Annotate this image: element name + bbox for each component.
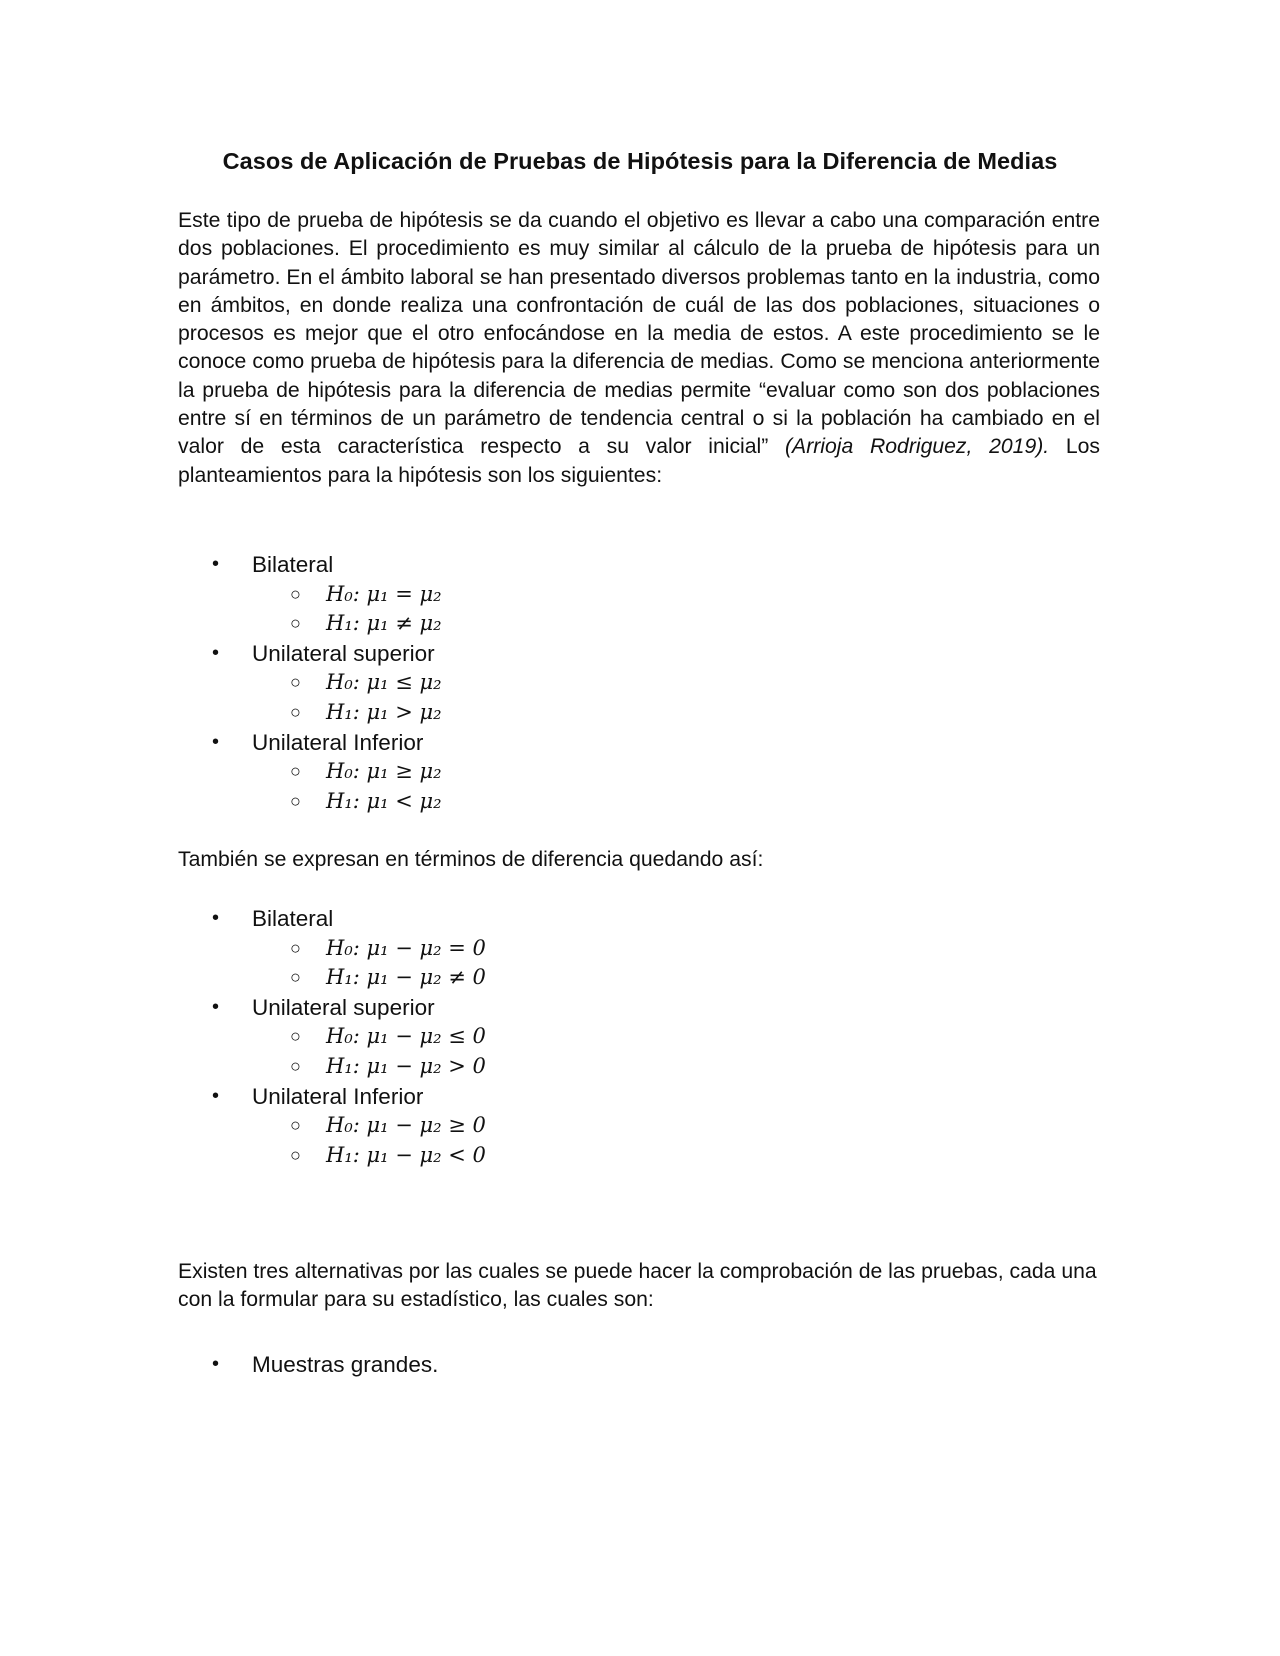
circle-bullet-icon: ○	[290, 583, 301, 604]
list-item	[0, 993, 1280, 1023]
sub-item	[0, 580, 1280, 610]
sub-item	[0, 1141, 1280, 1171]
sub-item	[0, 698, 1280, 728]
list-item	[0, 1350, 1280, 1380]
circle-bullet-icon: ○	[290, 761, 301, 782]
sub-item	[0, 934, 1280, 964]
difference-paragraph: También se expresan en términos de diferencia quedando así:	[178, 848, 764, 871]
list-item-label: Unilateral Inferior	[252, 729, 424, 755]
circle-bullet-icon: ○	[290, 937, 301, 958]
list-item-label: Muestras grandes.	[252, 1352, 439, 1377]
sub-item	[0, 1052, 1280, 1082]
circle-bullet-icon: ○	[290, 1144, 301, 1165]
list-item-label: Bilateral	[252, 552, 334, 577]
alternatives-list	[0, 1350, 1280, 1380]
list-item	[0, 639, 1280, 669]
bullet-icon: •	[212, 1084, 220, 1107]
formula-h0: H₀: μ₁ − μ₂ ≥ 0	[326, 1113, 486, 1138]
formula-h1: H₁: μ₁ − μ₂ ≠ 0	[326, 965, 486, 990]
document-title: Casos de Aplicación de Pruebas de Hipótesis para la Diferencia de Medias	[222, 148, 1058, 174]
bullet-icon: •	[212, 730, 220, 753]
list-item-label: Unilateral superior	[252, 994, 435, 1020]
circle-bullet-icon: ○	[290, 967, 301, 988]
citation: (Arrioja Rodriguez, 2019).	[785, 435, 1050, 459]
intro-text: Este tipo de prueba de hipótesis se da cuando el objetivo es llevar a cabo una comparación entre dos poblaciones. El procedimiento es muy similar al cálculo de la prueba de hipótesis para un parámetro. En el ámbito laboral se han presentado diversos problemas tanto en la industria, como en ámbitos, en donde realiza una confrontación de cuál de las dos poblaciones, situaciones o procesos es mejor que el otro enfocándose en la media de estos. A este procedimiento se le conoce como prueba de hipótesis para la diferencia de medias. Como se menciona anteriormente la prueba de hipótesis para la diferencia de medias permite “evaluar como son dos poblaciones entre sí en términos de un parámetro de tendencia central o si la población ha cambiado en el valor de esta característica respecto a su valor inicial”	[178, 209, 1100, 459]
list-item-label: Bilateral	[252, 906, 334, 931]
sub-item	[0, 757, 1280, 787]
sub-item	[0, 609, 1280, 639]
list-item-label: Unilateral Inferior	[252, 1083, 424, 1109]
sub-item	[0, 1111, 1280, 1141]
bullet-icon: •	[212, 553, 220, 575]
intro-text-end: Los planteamientos para la hipótesis son los siguientes:	[178, 435, 1101, 487]
sub-item	[0, 668, 1280, 698]
list-item	[0, 1082, 1280, 1112]
formula-h1: H₁: μ₁ − μ₂ > 0	[326, 1053, 486, 1078]
formula-h1: H₁: μ₁ − μ₂ < 0	[326, 1142, 486, 1167]
circle-bullet-icon: ○	[290, 1026, 301, 1047]
formula-h0: H₀: μ₁ ≥ μ₂	[326, 759, 442, 784]
bullet-icon: •	[212, 1353, 220, 1375]
circle-bullet-icon: ○	[290, 672, 301, 693]
formula-h0: H₀: μ₁ ≤ μ₂	[326, 670, 442, 695]
bullet-icon: •	[212, 995, 220, 1018]
formula-h1: H₁: μ₁ < μ₂	[326, 788, 442, 813]
circle-bullet-icon: ○	[290, 613, 301, 634]
formula-h0: H₀: μ₁ = μ₂	[326, 581, 442, 606]
circle-bullet-icon: ○	[290, 1055, 301, 1076]
formula-h1: H₁: μ₁ > μ₂	[326, 699, 442, 724]
hypothesis-list-difference	[0, 904, 1280, 1170]
formula-h0: H₀: μ₁ − μ₂ ≤ 0	[326, 1024, 486, 1049]
list-item	[0, 728, 1280, 758]
formula-h0: H₀: μ₁ − μ₂ = 0	[326, 935, 486, 960]
bullet-icon: •	[212, 641, 220, 664]
list-item	[0, 550, 1280, 580]
circle-bullet-icon: ○	[290, 790, 301, 811]
bullet-icon: •	[212, 907, 220, 929]
circle-bullet-icon: ○	[290, 1115, 301, 1136]
sub-item	[0, 787, 1280, 817]
list-item-label: Unilateral superior	[252, 640, 435, 666]
circle-bullet-icon: ○	[290, 701, 301, 722]
hypothesis-list-basic	[0, 550, 1280, 816]
list-item	[0, 904, 1280, 934]
alternatives-paragraph: Existen tres alternativas por las cuales se puede hacer la comprobación de las pruebas, cada una con la formular para su estadístico, las cuales son:	[178, 1260, 1097, 1312]
formula-h1: H₁: μ₁ ≠ μ₂	[326, 611, 442, 636]
sub-item	[0, 1022, 1280, 1052]
sub-item	[0, 963, 1280, 993]
intro-paragraph	[178, 207, 1100, 490]
